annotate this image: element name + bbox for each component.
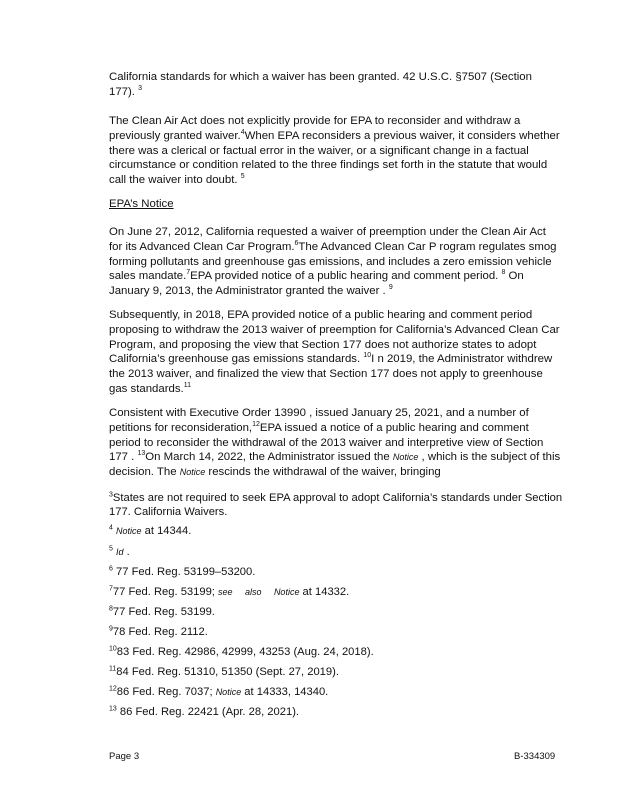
footnote-text: . xyxy=(123,546,130,558)
footnote-text: 86 Fed. Reg. 22421 (Apr. 28, 2021). xyxy=(116,706,300,718)
paragraph-2018-withdrawal xyxy=(109,308,561,397)
notice-citation: Notice xyxy=(392,452,419,463)
paragraph-text: The Advanced Clean Car P rogram regulates smog forming pollutants and greenhouse gas emissions, and includes a zero emission vehicle sales mandate. xyxy=(109,240,557,283)
footnote-ref: 3 xyxy=(138,85,143,92)
footnote-ref: 7 xyxy=(186,269,191,277)
footnote-ref: 12 xyxy=(252,421,260,428)
notice-citation: Notice xyxy=(116,526,142,536)
footnote-5 xyxy=(109,545,569,559)
footnote-number: 3 xyxy=(109,491,113,499)
footnote-text: States are not required to seek EPA approval to adopt California’s standards under Section 177. California Waivers. xyxy=(109,492,563,518)
notice-citation: Notice xyxy=(179,467,206,478)
footnote-number: 10 xyxy=(109,645,117,653)
id-citation: Id xyxy=(116,547,124,557)
footnote-13 xyxy=(109,705,569,719)
footnote-text: at 14344. xyxy=(141,525,192,537)
footnote-number: 12 xyxy=(109,685,117,693)
footnote-8 xyxy=(109,605,569,619)
footnote-number: 11 xyxy=(109,665,117,673)
footnote-9 xyxy=(109,625,569,639)
footnote-6 xyxy=(109,565,569,579)
also-citation: also xyxy=(244,587,262,597)
paragraph-text: On June 27, 2012, California requested a waiver of preemption under the Clean Air Act for its Advanced Clean Car Program. xyxy=(109,226,546,253)
paragraph-text: EPA issued a notice of a public hearing and comment period to reconsider the withdrawal of the 2013 waiver and interpretive view of Section 177 . xyxy=(109,421,544,464)
paragraph-text: When EPA reconsiders a previous waiver, it considers whether there was a clerical or factual error in the waiver, or a significant change in a factual circumstance or condition related to the three findings set forth in the statute that would call the waiver into doubt. xyxy=(109,129,560,187)
footnote-text: 77 Fed. Reg. 53199. xyxy=(112,606,215,618)
footnote-ref: 10 xyxy=(363,352,372,360)
footnote-12 xyxy=(109,685,569,699)
paragraph-text: I n 2019, the Administrator withdrew the 2013 waiver, and finalized the view that Section 177 does not apply to greenhouse gas standards. xyxy=(109,353,553,395)
footnote-4 xyxy=(109,524,569,538)
footnote-number: 7 xyxy=(109,585,113,593)
paragraph-waiver-request xyxy=(109,225,561,299)
footnote-text: 77 Fed. Reg. 53199–53200. xyxy=(116,566,256,578)
footnote-number: 6 xyxy=(109,565,113,573)
footnote-number: 13 xyxy=(109,705,117,713)
notice-citation: Notice xyxy=(273,587,300,597)
footnote-number: 4 xyxy=(109,524,113,532)
footnote-ref: 5 xyxy=(240,173,245,181)
paragraph-clean-air-act xyxy=(109,114,561,188)
footnote-number: 5 xyxy=(109,545,113,553)
footnote-text: 86 Fed. Reg. 7037; xyxy=(116,686,216,698)
footnote-text: 83 Fed. Reg. 42986, 42999, 43253 (Aug. 24, 2018). xyxy=(116,646,374,658)
footnote-ref: 13 xyxy=(137,450,146,458)
footnote-11 xyxy=(109,665,569,679)
footnote-3 xyxy=(109,491,569,519)
footnote-text: 77 Fed. Reg. 53199; xyxy=(112,586,219,598)
paragraph-text: The Clean Air Act does not explicitly provide for EPA to reconsider and withdraw a previously granted waiver. xyxy=(109,115,521,142)
footnote-text: 84 Fed. Reg. 51310, 51350 (Sept. 27, 2019). xyxy=(116,666,339,678)
footnote-ref: 11 xyxy=(183,382,191,390)
footnote-ref: 6 xyxy=(294,240,299,247)
paragraph-text: EPA provided notice of a public hearing and comment period. xyxy=(190,270,502,283)
document-id: B-334309 xyxy=(514,751,556,762)
footnote-ref: 8 xyxy=(501,269,506,277)
paragraph-text: On January 9, 2013, the Administrator granted the waiver . xyxy=(109,270,524,298)
paragraph-section177 xyxy=(109,70,561,100)
paragraph-text: On March 14, 2022, the Administrator issued the xyxy=(145,451,393,464)
paragraph-text: Consistent with Executive Order 13990 , issued January 25, 2021, and a number of petitions for reconsideration, xyxy=(109,407,529,434)
notice-citation: Notice xyxy=(215,687,242,697)
footnote-text: at 14333, 14340. xyxy=(241,686,329,698)
footnote-number: 8 xyxy=(109,605,113,613)
footnote-10 xyxy=(109,645,569,659)
section-heading: EPA’s Notice xyxy=(109,198,174,210)
paragraph-text: , which is the subject of this decision. The xyxy=(109,451,561,479)
paragraph-text: Subsequently, in 2018, EPA provided notice of a public hearing and comment period proposing to withdraw the 2013 waiver of preemption for California’s Advanced Clean Car Program, and proposing the view that Section 177 does not authorize states to adopt California’s greenhouse gas emissions standards. xyxy=(109,309,560,366)
footnote-text: 78 Fed. Reg. 2112. xyxy=(112,626,208,638)
paragraph-text: rescinds the withdrawal of the waiver, bringing xyxy=(205,466,441,479)
footnote-ref: 4 xyxy=(240,129,245,136)
paragraph-executive-order xyxy=(109,406,561,480)
page-number: Page 3 xyxy=(109,751,140,762)
footnote-ref: 9 xyxy=(388,284,393,292)
footnote-number: 9 xyxy=(109,625,113,633)
footnote-7 xyxy=(109,585,569,599)
footnote-text: at 14332. xyxy=(299,586,350,598)
see-citation: see xyxy=(218,587,233,597)
paragraph-text: California standards for which a waiver has been granted. 42 U.S.C. §7507 (Section 177). xyxy=(109,71,532,98)
